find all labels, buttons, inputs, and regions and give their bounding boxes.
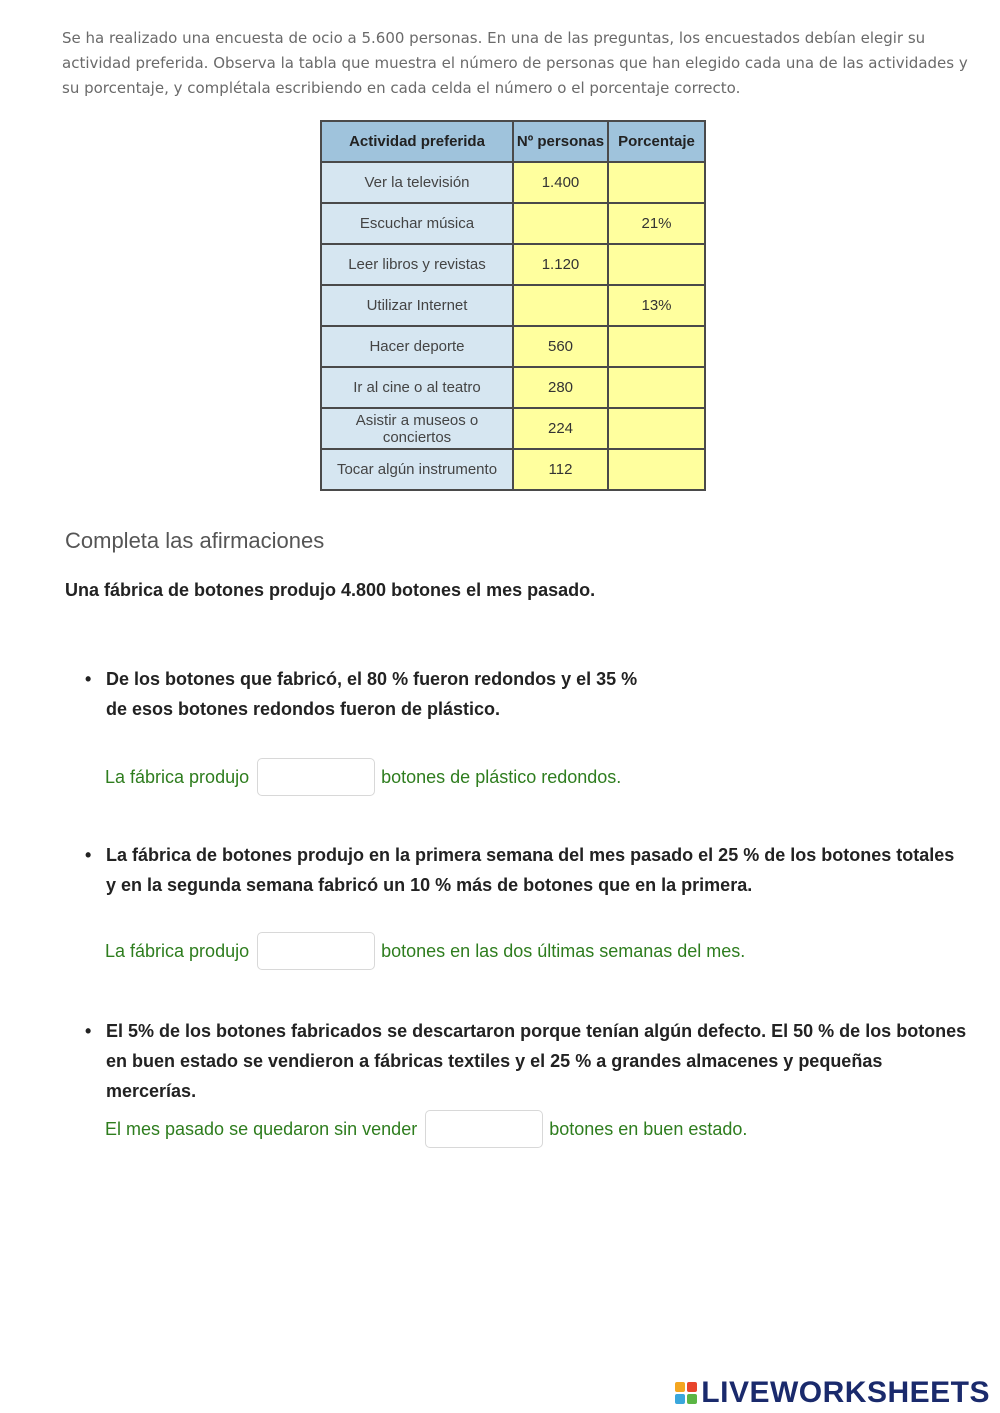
- activity-cell: Asistir a museos o conciertos: [321, 408, 513, 449]
- percent-cell: 21%: [608, 203, 705, 244]
- logo-text: LIVEWORKSHEETS: [701, 1376, 990, 1409]
- answer-suffix: botones en buen estado.: [549, 1118, 748, 1139]
- people-cell[interactable]: [513, 285, 608, 326]
- liveworksheets-logo: [675, 1376, 990, 1410]
- activity-cell: Utilizar Internet: [321, 285, 513, 326]
- table-row: [321, 244, 705, 285]
- answer-prefix: El mes pasado se quedaron sin vender: [105, 1118, 418, 1139]
- answer-input-1[interactable]: [257, 758, 375, 796]
- people-cell: 112: [513, 449, 608, 490]
- answer-line-2: [105, 932, 745, 970]
- table-row: [321, 203, 705, 244]
- answer-line-3: [105, 1110, 747, 1148]
- bullet-text: La fábrica de botones produjo en la primera semana del mes pasado el 25 % de los botones totales y en la segunda semana fabricó un 10 % más de botones que en la primera.: [106, 845, 955, 895]
- header-activity: Actividad preferida: [321, 121, 513, 162]
- table-row: [321, 449, 705, 490]
- bullet-dot-icon: •: [85, 669, 92, 689]
- header-percent: Porcentaje: [608, 121, 705, 162]
- answer-suffix: botones de plástico redondos.: [381, 766, 622, 787]
- logo-square: [675, 1394, 685, 1404]
- answer-suffix: botones en las dos últimas semanas del mes.: [381, 940, 746, 961]
- activity-table: [320, 120, 706, 491]
- logo-square: [687, 1394, 697, 1404]
- table-row: [321, 326, 705, 367]
- bullet-item-2: [85, 840, 965, 900]
- logo-square: [687, 1382, 697, 1392]
- people-cell: 1.120: [513, 244, 608, 285]
- percent-cell: 13%: [608, 285, 705, 326]
- people-cell: 1.400: [513, 162, 608, 203]
- bullet-dot-icon: •: [85, 1021, 92, 1041]
- activity-cell: Hacer deporte: [321, 326, 513, 367]
- people-cell: 280: [513, 367, 608, 408]
- bullet-text: De los botones que fabricó, el 80 % fueron redondos y el 35 % de esos botones redondos fueron de plástico.: [106, 669, 638, 719]
- activity-cell: Leer libros y revistas: [321, 244, 513, 285]
- bullet-item-1: [85, 664, 645, 724]
- section-title: Completa las afirmaciones: [65, 528, 325, 553]
- percent-cell[interactable]: [608, 244, 705, 285]
- bullet-item-3: [85, 1016, 970, 1106]
- people-cell[interactable]: [513, 203, 608, 244]
- activity-cell: Ver la televisión: [321, 162, 513, 203]
- bullet-dot-icon: •: [85, 845, 92, 865]
- table-row: [321, 162, 705, 203]
- percent-cell[interactable]: [608, 326, 705, 367]
- people-cell: 224: [513, 408, 608, 449]
- answer-input-3[interactable]: [425, 1110, 543, 1148]
- activity-cell: Escuchar música: [321, 203, 513, 244]
- percent-cell[interactable]: [608, 162, 705, 203]
- answer-line-1: [105, 758, 621, 796]
- people-cell: 560: [513, 326, 608, 367]
- logo-square: [675, 1382, 685, 1392]
- answer-input-2[interactable]: [257, 932, 375, 970]
- percent-cell[interactable]: [608, 408, 705, 449]
- activity-cell: Ir al cine o al teatro: [321, 367, 513, 408]
- answer-prefix: La fábrica produjo: [105, 940, 250, 961]
- header-people: Nº personas: [513, 121, 608, 162]
- answer-prefix: La fábrica produjo: [105, 766, 250, 787]
- percent-cell[interactable]: [608, 449, 705, 490]
- activity-cell: Tocar algún instrumento: [321, 449, 513, 490]
- table-row: [321, 408, 705, 449]
- percent-cell[interactable]: [608, 367, 705, 408]
- table-header-row: [321, 121, 705, 162]
- bullet-text: El 5% de los botones fabricados se descartaron porque tenían algún defecto. El 50 % de los botones en buen estado se vendieron a fábricas textiles y el 25 % a grandes almacenes y pequeñas mercerías.: [106, 1021, 967, 1101]
- table-row: [321, 285, 705, 326]
- instructions-text: Se ha realizado una encuesta de ocio a 5.600 personas. En una de las preguntas, los encuestados debían elegir su actividad preferida. Observa la tabla que muestra el número de personas que han elegido cada una de las actividades y su porcentaje, y complétala escribiendo en cada celda el número o el porcentaje correcto.: [62, 29, 968, 97]
- problem-statement: Una fábrica de botones produjo 4.800 botones el mes pasado.: [65, 580, 596, 600]
- table-row: [321, 367, 705, 408]
- logo-mark-icon: [675, 1382, 697, 1404]
